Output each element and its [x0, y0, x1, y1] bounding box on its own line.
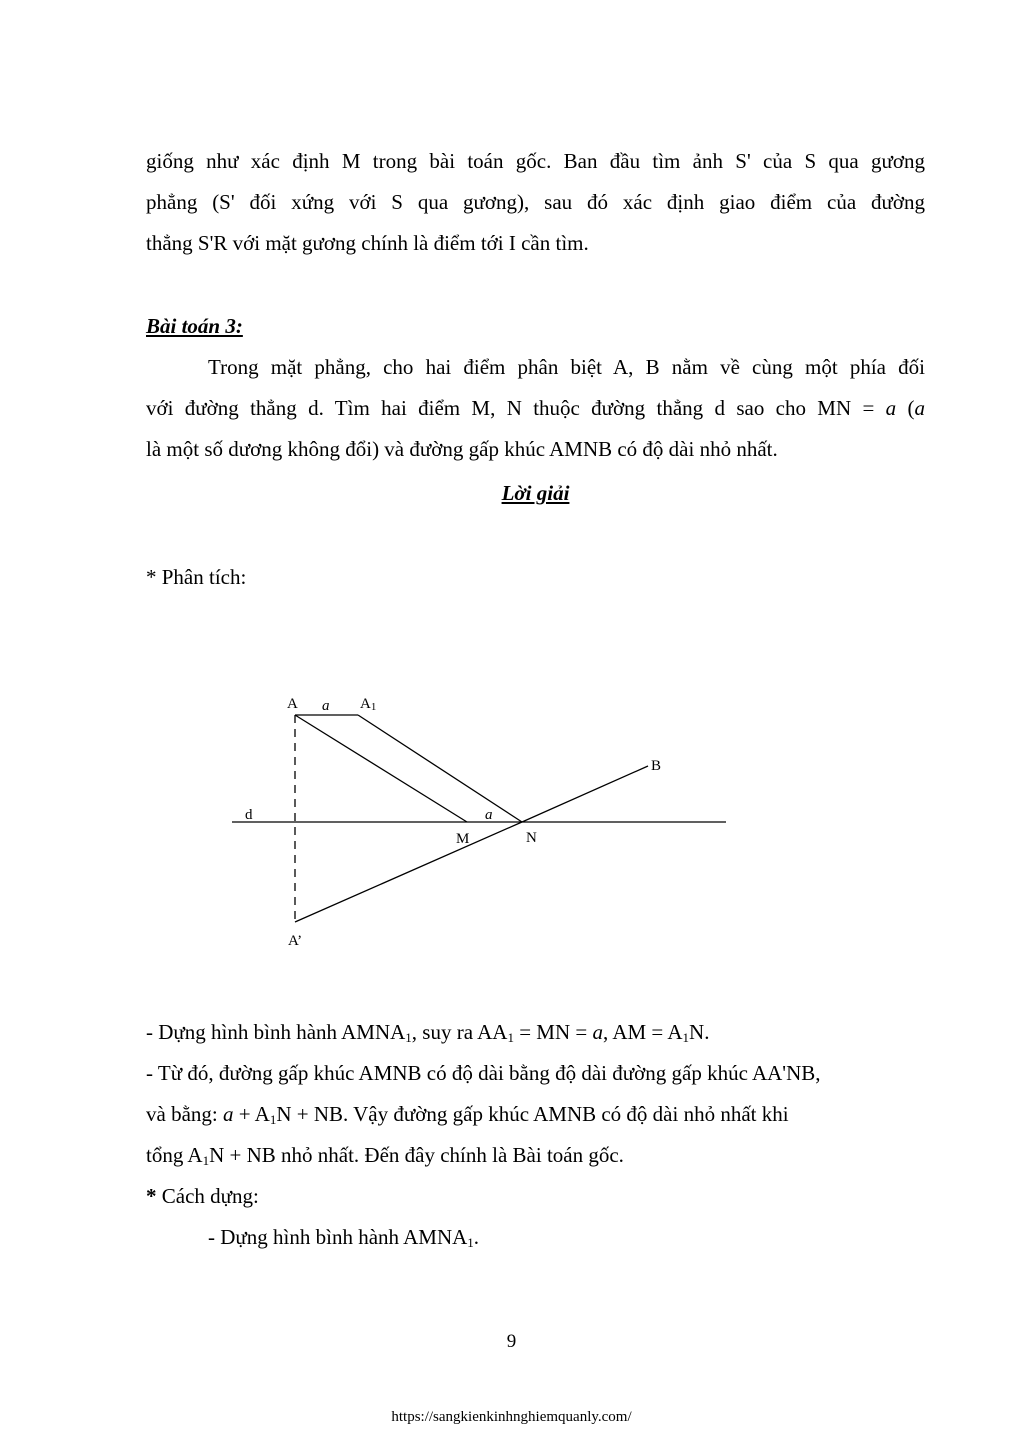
step-3-text-a: và bằng: [146, 1102, 223, 1126]
subscript-1: 1 [682, 1030, 690, 1045]
geometry-figure [225, 685, 735, 955]
construction-star: * [146, 1184, 157, 1208]
label-d: d [245, 807, 253, 823]
label-M: M [456, 831, 470, 847]
step-2: - Từ đó, đường gấp khúc AMNB có độ dài bằng độ dài đường gấp khúc AA'NB, [146, 1061, 821, 1085]
problem-line-2 [146, 388, 925, 429]
footer-url[interactable]: https://sangkienkinhnghiemquanly.com/ [391, 1409, 632, 1425]
problem-title: Bài toán 3: [146, 314, 243, 338]
step-1-text-e: N. [689, 1020, 710, 1044]
construction-text: Cách dựng: [156, 1184, 259, 1208]
intro-line-2: phẳng (S' đối xứng với S qua gương), sau đó xác định giao điểm của đường [146, 190, 925, 214]
subscript-1: 1 [202, 1153, 210, 1168]
step-1 [146, 1012, 925, 1053]
label-a-mid: a [485, 807, 493, 823]
segment-AM [295, 715, 467, 822]
subscript-1: 1 [269, 1112, 277, 1127]
step-4-text-a: tổng A [146, 1143, 203, 1167]
step-4 [146, 1135, 925, 1176]
problem-line-2-text: với đường thẳng d. Tìm hai điểm M, N thuộc đường thẳng d sao cho MN = [146, 396, 886, 420]
label-A1 [360, 696, 376, 713]
problem-line-3: là một số dương không đổi) và đường gấp khúc AMNB có độ dài nhỏ nhất. [146, 437, 778, 461]
var-a: a [592, 1020, 603, 1044]
label-A-prime: A’ [288, 933, 303, 949]
segment-NB [522, 766, 648, 822]
step-1-text-b: , suy ra AA [411, 1020, 508, 1044]
label-N: N [526, 830, 537, 846]
step-1-text-c: = MN = [513, 1020, 593, 1044]
step-1-text-a: - Dựng hình bình hành AMNA [146, 1020, 406, 1044]
construction-label [146, 1176, 925, 1217]
step-3-text-c: N + NB. Vậy đường gấp khúc AMNB có độ dài nhỏ nhất khi [276, 1102, 789, 1126]
step-1-text-d: , AM = A [603, 1020, 683, 1044]
subscript-1: 1 [467, 1235, 474, 1250]
step-5-text-a: - Dựng hình bình hành AMNA [208, 1225, 468, 1249]
var-a: a [914, 396, 925, 420]
subscript-1: 1 [405, 1030, 412, 1045]
intro-line-1: giống như xác định M trong bài toán gốc. Ban đầu tìm ảnh S' của S qua gương [146, 149, 925, 173]
segment-AprimeN [295, 822, 522, 922]
var-a: a [222, 1102, 234, 1126]
label-B: B [651, 758, 662, 774]
step-3 [146, 1094, 925, 1135]
var-a: a [885, 396, 897, 420]
label-A: A [287, 696, 298, 712]
problem-line-2-paren: ( [896, 396, 915, 420]
step-4-text-b: N + NB nhỏ nhất. Đến đây chính là Bài toán gốc. [209, 1143, 624, 1167]
label-A1-main: A [360, 696, 371, 712]
problem-line-1: Trong mặt phẳng, cho hai điểm phân biệt A, B nằm về cùng một phía đối [208, 355, 925, 379]
label-a-top: a [322, 698, 330, 714]
step-5 [208, 1217, 925, 1258]
analysis-label: * Phân tích: [146, 565, 247, 589]
page-number: 9 [506, 1331, 517, 1352]
subscript-1: 1 [507, 1030, 514, 1045]
solution-title: Lời giải [501, 481, 570, 505]
step-3-text-b: + A [233, 1102, 270, 1126]
step-5-text-b: . [473, 1225, 480, 1249]
intro-line-3: thẳng S'R với mặt gương chính là điểm tới I cần tìm. [146, 231, 589, 255]
label-A1-sub: 1 [370, 701, 377, 713]
